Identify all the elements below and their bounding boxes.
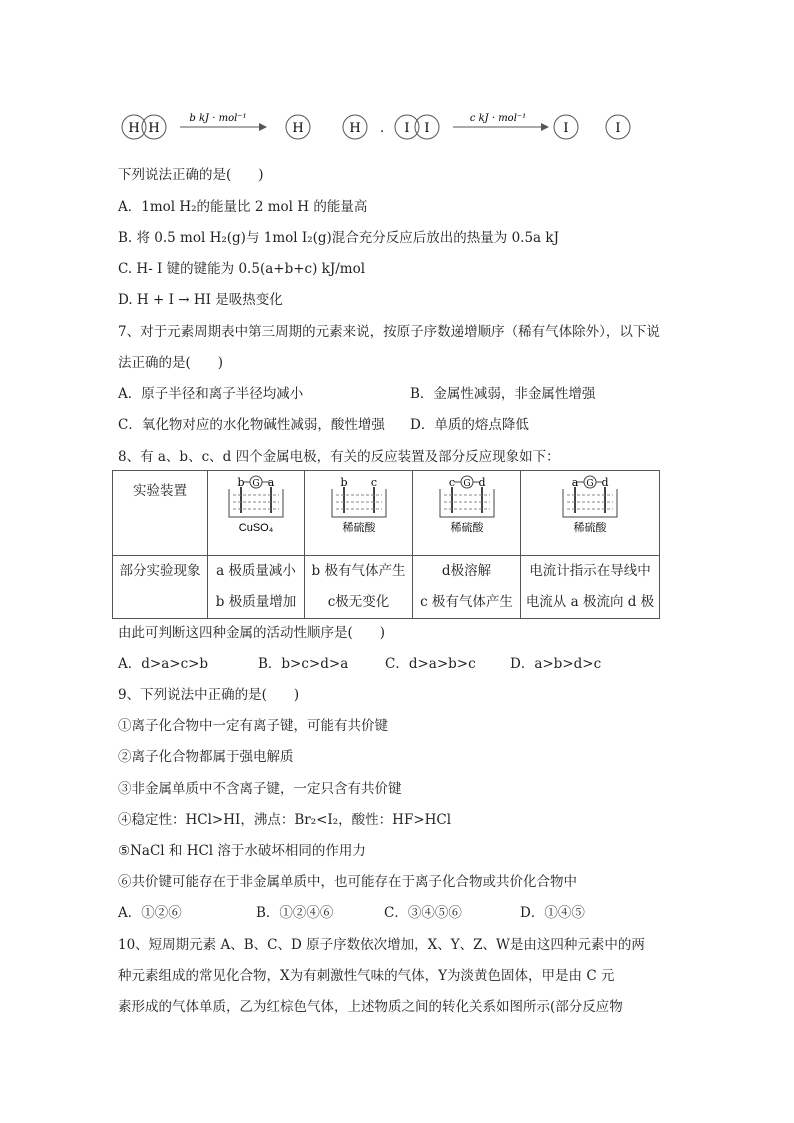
svg-text:I: I xyxy=(563,121,569,136)
phenomenon-cell: d极溶解 c 极有气体产生 xyxy=(413,556,521,619)
galvanic-cell-diagram xyxy=(555,475,625,533)
svg-text:G: G xyxy=(252,479,260,489)
arrow-label: c kJ · mol⁻¹ xyxy=(469,113,527,124)
galvanic-cell-diagram xyxy=(221,475,291,533)
q9-options xyxy=(118,904,585,922)
h-atom xyxy=(343,115,367,139)
q7-options-row1 xyxy=(118,385,595,403)
q7-stem-cont: 法正确的是( ) xyxy=(118,355,224,371)
separator-dot: . xyxy=(380,121,385,136)
phenomenon-cell: b 极有气体产生 c极无变化 xyxy=(305,556,413,619)
h-atom xyxy=(286,115,310,139)
svg-text:G: G xyxy=(586,479,594,489)
q10-stem-cont: 素形成的气体单质，乙为红棕色气体，上述物质之间的转化关系如图所示(部分反应物 xyxy=(118,999,623,1015)
q8-options xyxy=(118,655,601,673)
table-header-label: 实验装置 xyxy=(113,471,208,556)
phenomenon-cell: a 极质量减小 b 极质量增加 xyxy=(208,556,305,619)
q9-item: ⑤NaCl 和 HCl 溶于水破坏相同的作用力 xyxy=(118,843,366,859)
q8-question: 由此可判断这四种金属的活动性顺序是( ) xyxy=(118,625,386,641)
q7-option-a: A．原子半径和离子半径均减小 xyxy=(118,386,304,402)
q6-stem: 下列说法正确的是( ) xyxy=(118,167,264,183)
svg-text:I: I xyxy=(404,121,410,136)
row-label: 部分实验现象 xyxy=(113,556,208,619)
q8-option-a: A．d>a>c>b xyxy=(118,656,209,672)
svg-text:H: H xyxy=(349,121,361,136)
svg-text:b: b xyxy=(339,476,348,489)
svg-text:CuSO₄: CuSO₄ xyxy=(238,522,274,533)
q9-item: ③非金属单质中不含离子键，一定只含有共价键 xyxy=(118,781,402,797)
svg-text:c: c xyxy=(448,476,455,489)
q8-stem: 8、有 a、b、c、d 四个金属电极，有关的反应装置及部分反应现象如下： xyxy=(118,449,560,465)
svg-text:a: a xyxy=(267,476,275,489)
q9-item: ②离子化合物都属于强电解质 xyxy=(118,749,294,765)
q9-option-a: A．①②⑥ xyxy=(118,905,182,921)
arrow-label: b kJ · mol⁻¹ xyxy=(189,113,247,124)
q9-option-b: B．①②④⑥ xyxy=(256,905,334,921)
q8-option-b: B．b>c>d>a xyxy=(258,656,349,672)
svg-text:d: d xyxy=(477,476,486,489)
q6-option-b: B. 将 0.5 mol H₂(g)与 1mol I₂(g)混合充分反应后放出的热量为 0.5a kJ xyxy=(118,230,559,246)
svg-text:H: H xyxy=(292,121,304,136)
bond-energy-figure xyxy=(118,105,638,149)
svg-text:d: d xyxy=(601,476,609,489)
i-atom xyxy=(554,115,578,139)
apparatus-cell xyxy=(521,471,660,556)
atom-label: H xyxy=(128,121,140,136)
q9-item: ①离子化合物中一定有离子键，可能有共价键 xyxy=(118,718,388,734)
svg-text:b: b xyxy=(237,476,245,489)
svg-text:G: G xyxy=(462,479,471,489)
svg-text:I: I xyxy=(615,121,621,136)
q9-item: ④稳定性：HCl>HI，沸点：Br₂<I₂，酸性：HF>HCl xyxy=(118,812,452,828)
q10-stem-cont: 种元素组成的常见化合物，X为有刺激性气味的气体，Y为淡黄色固体，甲是由 C 元 xyxy=(118,968,615,984)
q6-option-d: D. H + I → HI 是吸热变化 xyxy=(118,292,283,308)
cell-diagram xyxy=(324,475,394,533)
apparatus-cell xyxy=(305,471,413,556)
q7-stem: 7、对于元素周期表中第三周期的元素来说，按原子序数递增顺序（稀有气体除外），以下说 xyxy=(118,324,660,340)
q6-option-c: C. H- I 键的键能为 0.5(a+b+c) kJ/mol xyxy=(118,261,366,277)
q7-option-d: D．单质的熔点降低 xyxy=(410,417,529,433)
apparatus-cell xyxy=(413,471,521,556)
q9-option-c: C．③④⑤⑥ xyxy=(384,905,462,921)
q10-stem: 10、短周期元素 A、B、C、D 原子序数依次增加，X、Y、Z、W是由这四种元素中的两 xyxy=(118,937,645,953)
q7-option-b: B．金属性减弱，非金属性增强 xyxy=(410,386,596,402)
q6-option-a: A．1mol H₂的能量比 2 mol H 的能量高 xyxy=(118,199,368,215)
i2-molecule xyxy=(395,115,439,139)
svg-text:a: a xyxy=(571,476,579,489)
q9-stem: 9、下列说法中正确的是( ) xyxy=(118,687,300,703)
svg-text:稀硫酸: 稀硫酸 xyxy=(573,522,607,533)
q9-option-d: D．①④⑤ xyxy=(520,905,585,921)
q9-item: ⑥共价键可能存在于非金属单质中，也可能存在于离子化合物或共价化合物中 xyxy=(118,874,577,890)
h2-molecule xyxy=(122,115,166,139)
svg-text:稀硫酸: 稀硫酸 xyxy=(450,522,483,533)
apparatus-row xyxy=(113,471,660,556)
phenomenon-cell: 电流计指示在导线中 电流从 a 极流向 d 极 xyxy=(521,556,660,619)
q8-option-d: D．a>b>d>c xyxy=(510,656,602,672)
svg-text:稀硫酸: 稀硫酸 xyxy=(342,522,375,533)
galvanic-cell-diagram xyxy=(432,475,502,533)
svg-text:c: c xyxy=(370,476,377,489)
phenomena-row xyxy=(113,556,660,619)
experiment-table xyxy=(112,470,660,619)
q7-options-row2 xyxy=(118,416,529,434)
svg-text:I: I xyxy=(424,121,430,136)
atom-label: H xyxy=(148,121,160,136)
q7-option-c: C．氧化物对应的水化物碱性减弱，酸性增强 xyxy=(118,417,385,433)
q8-option-c: C．d>a>b>c xyxy=(385,656,476,672)
i-atom xyxy=(606,115,630,139)
apparatus-cell xyxy=(208,471,305,556)
